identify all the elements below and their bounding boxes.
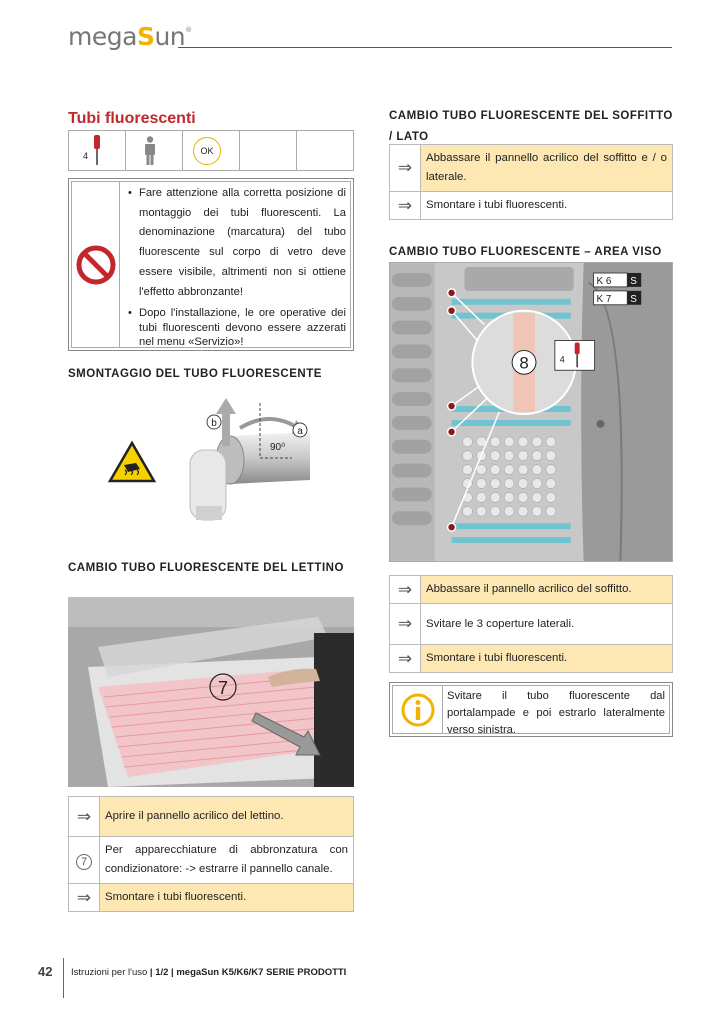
bed-callout: 7 [217, 678, 229, 698]
bed-step-2 [69, 837, 354, 884]
arrow-right-icon: ⇒ [390, 192, 421, 220]
footer-text: Istruzioni per l'uso | 1/2 | megaSun K5/K6/K7 SERIE PRODOTTI [71, 967, 347, 978]
ceiling-steps-table [389, 144, 673, 220]
section-title: Tubi fluorescenti [68, 110, 196, 127]
tool-cell-person [126, 131, 183, 170]
face-tool-number: 4 [559, 354, 565, 365]
removal-label-b: b [211, 418, 217, 429]
bed-step-2-text: Per apparecchiature di abbronzatura con condizionatore: -> estrarre il pannello canale. [100, 837, 354, 884]
face-step-1-text: Abbassare il pannello acrilico del soffitto. [421, 576, 673, 604]
face-steps-table [389, 575, 673, 673]
warning-list [120, 182, 350, 347]
person-icon [144, 136, 156, 166]
warning-bullet-2: • Dopo l'installazione, le ore operative dei tubi fluorescenti devono essere azzerati nel menu «Servizio»! [126, 306, 346, 350]
info-icon-cell [393, 686, 443, 733]
arrow-right-icon: ⇒ [69, 797, 100, 837]
arrow-right-icon: ⇒ [69, 884, 100, 912]
tool-cell-empty-1 [240, 131, 297, 170]
info-icon [401, 693, 435, 727]
tube-removal-figure [100, 388, 330, 528]
face-step-3-text: Smontare i tubi fluorescenti. [421, 645, 673, 673]
bed-step-1-text: Aprire il pannello acrilico del lettino. [100, 797, 354, 837]
brand-logo: megaSun® [68, 22, 192, 51]
face-step-2-text: Svitare le 3 coperture laterali. [421, 604, 673, 645]
page-number: 42 [38, 964, 53, 979]
face-label-k6: K 6 [596, 275, 612, 287]
bed-step-1 [69, 797, 354, 837]
header-rule [178, 47, 672, 48]
ceiling-heading: CAMBIO TUBO FLUORESCENTE DEL SOFFITTO / LATO [389, 110, 673, 143]
info-box [389, 682, 673, 737]
arrow-right-icon: ⇒ [390, 604, 421, 645]
footer-rule [63, 958, 64, 998]
ok-icon: OK [193, 137, 221, 165]
arrow-right-icon: ⇒ [390, 645, 421, 673]
face-label-k7: K 7 [596, 293, 612, 305]
tool-strip [68, 130, 354, 171]
hot-surface-warning-icon [110, 443, 154, 481]
warning-bullet-1: • Fare attenzione alla corretta posizione di montaggio dei tubi fluorescenti. La denominazione (marcatura) del tubo fluorescente sul corpo di vetro deve essere visibile, altrimenti non si ottiene l'effetto abbronzante! [126, 184, 346, 302]
ceiling-step-2 [390, 192, 673, 220]
screwdriver-icon [93, 135, 101, 167]
arrow-right-icon: ⇒ [390, 576, 421, 604]
ceiling-step-2-text: Smontare i tubi fluorescenti. [421, 192, 673, 220]
removal-heading: SMONTAGGIO DEL TUBO FLUORESCENTE [68, 368, 322, 380]
ceiling-step-1-text: Abbassare il pannello acrilico del soffitto e / o laterale. [421, 145, 673, 192]
callout-7-icon: 7 [76, 854, 92, 870]
face-step-2 [390, 604, 673, 645]
face-step-3 [390, 645, 673, 673]
removal-angle: 90⁰ [270, 442, 286, 453]
face-heading: CAMBIO TUBO FLUORESCENTE – AREA VISO [389, 246, 662, 258]
face-label-s6: S [630, 275, 637, 287]
face-area-figure [389, 262, 673, 562]
bed-step-3 [69, 884, 354, 912]
face-label-s7: S [630, 293, 637, 305]
arrow-right-icon: ⇒ [390, 145, 421, 192]
bed-heading: CAMBIO TUBO FLUORESCENTE DEL LETTINO [68, 562, 344, 574]
face-step-1 [390, 576, 673, 604]
bed-step-3-text: Smontare i tubi fluorescenti. [100, 884, 354, 912]
sunbed-bed-figure [68, 597, 354, 787]
tool-cell-empty-2 [297, 131, 353, 170]
info-text: Svitare il tubo fluorescente dal portalampade e poi estrarlo lateralmente verso sinistra. [447, 690, 665, 736]
tool-cell-screwdriver [69, 131, 126, 170]
bed-steps-table [68, 796, 354, 912]
warning-box [68, 178, 354, 351]
tool-number: 4 [83, 151, 89, 161]
prohibition-icon [76, 245, 116, 285]
face-callout: 8 [519, 353, 529, 373]
ceiling-step-1 [390, 145, 673, 192]
warning-icon-cell [72, 182, 120, 347]
removal-label-a: a [297, 426, 303, 437]
tool-cell-ok [183, 131, 240, 170]
